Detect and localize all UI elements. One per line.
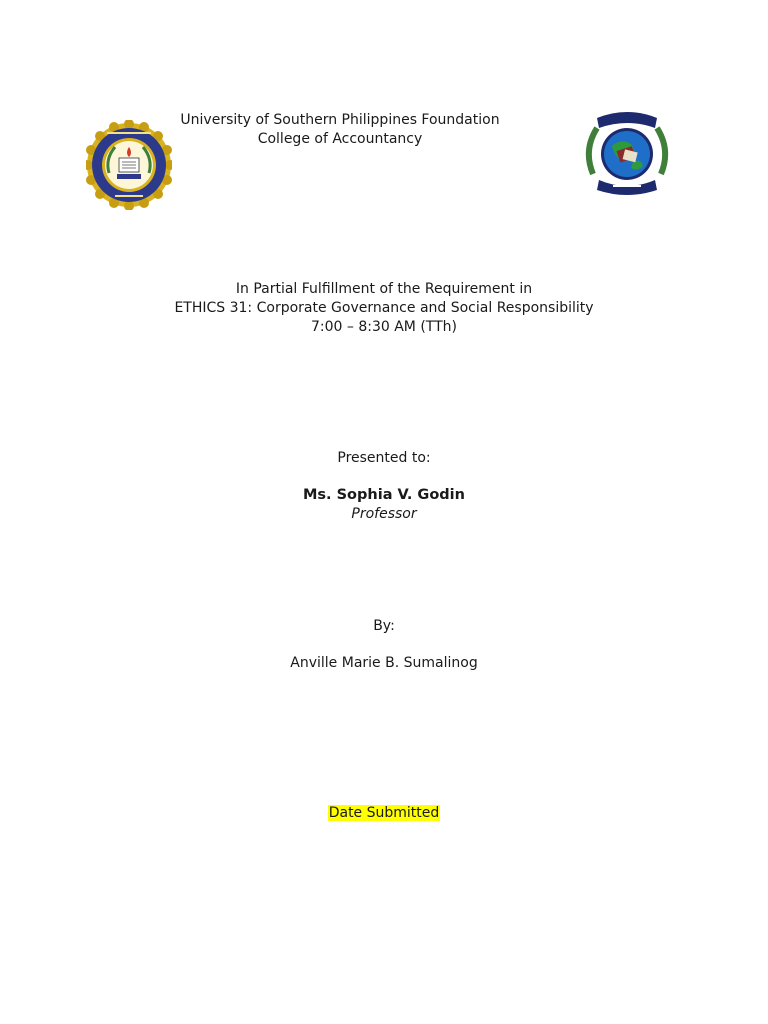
date-submitted-line [0, 804, 768, 823]
presented-to-label: Presented to: [337, 450, 431, 466]
professor-title: Professor [351, 506, 417, 522]
by-label: By: [373, 618, 395, 634]
class-schedule: 7:00 – 8:30 AM (TTh) [311, 319, 457, 335]
college-name: College of Accountancy [257, 131, 423, 147]
requirement-line: In Partial Fulfillment of the Requirement in [235, 281, 533, 297]
university-name: University of Southern Philippines Foundation [180, 112, 500, 128]
author-name: Anville Marie B. Sumalinog [290, 655, 478, 671]
course-title: ETHICS 31: Corporate Governance and Social Responsibility [174, 300, 594, 316]
professor-name: Ms. Sophia V. Godin [303, 487, 465, 503]
date-submitted-label: Date Submitted [328, 805, 440, 821]
